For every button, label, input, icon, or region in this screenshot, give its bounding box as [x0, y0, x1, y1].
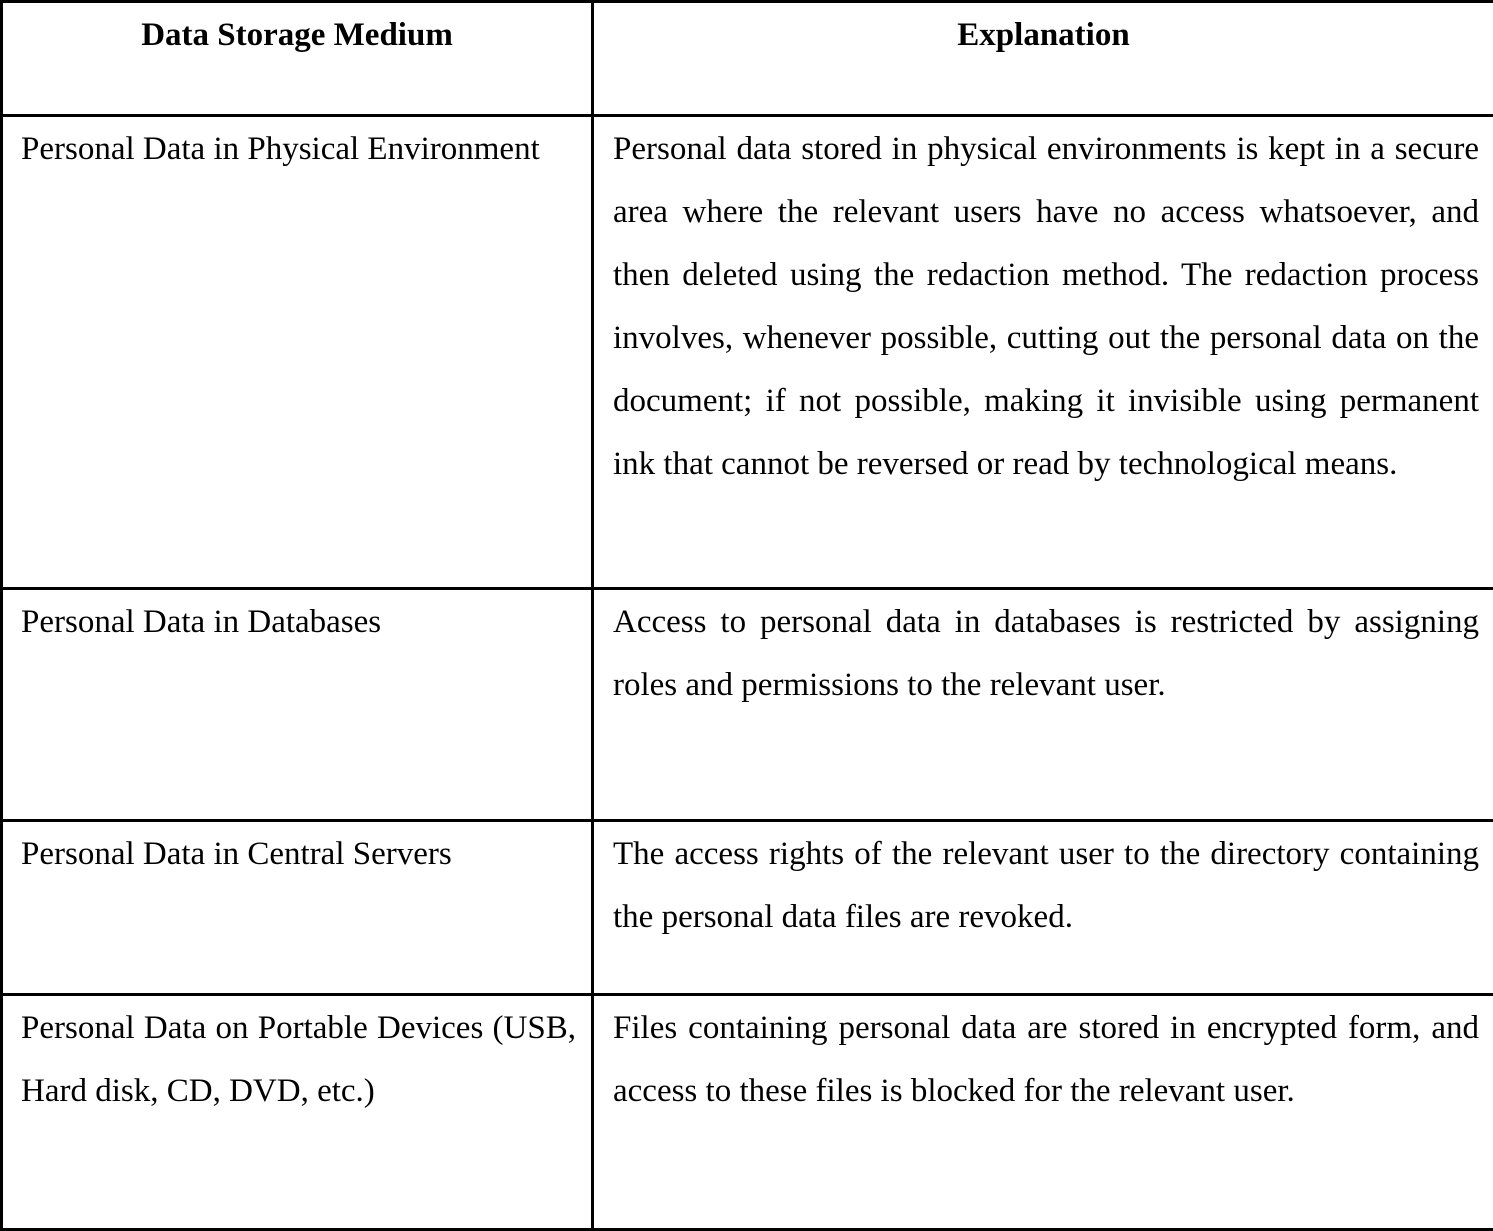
explanation-cell: Personal data stored in physical environments is kept in a secure area where the relevant users have no access whatsoever, and then deleted using the redaction method. The redaction process involves, whenever possible, cutting out the personal data on the document; if not possible, making it invisible using permanent ink that cannot be reversed or read by technological means. — [593, 116, 1493, 589]
medium-cell: Personal Data in Physical Environment — [2, 116, 593, 589]
header-data-storage-medium: Data Storage Medium — [2, 2, 593, 116]
medium-cell: Personal Data in Databases — [2, 589, 593, 821]
explanation-cell: Files containing personal data are stored in encrypted form, and access to these files is blocked for the relevant user. — [593, 995, 1493, 1230]
table-row — [2, 116, 1493, 589]
table-row — [2, 995, 1493, 1230]
medium-cell: Personal Data in Central Servers — [2, 821, 593, 995]
table-row — [2, 589, 1493, 821]
explanation-cell: The access rights of the relevant user to the directory containing the personal data files are revoked. — [593, 821, 1493, 995]
header-explanation: Explanation — [593, 2, 1493, 116]
medium-cell: Personal Data on Portable Devices (USB, Hard disk, CD, DVD, etc.) — [2, 995, 593, 1230]
table-header-row — [2, 2, 1493, 116]
table-row — [2, 821, 1493, 995]
explanation-cell: Access to personal data in databases is restricted by assigning roles and permissions to the relevant user. — [593, 589, 1493, 821]
